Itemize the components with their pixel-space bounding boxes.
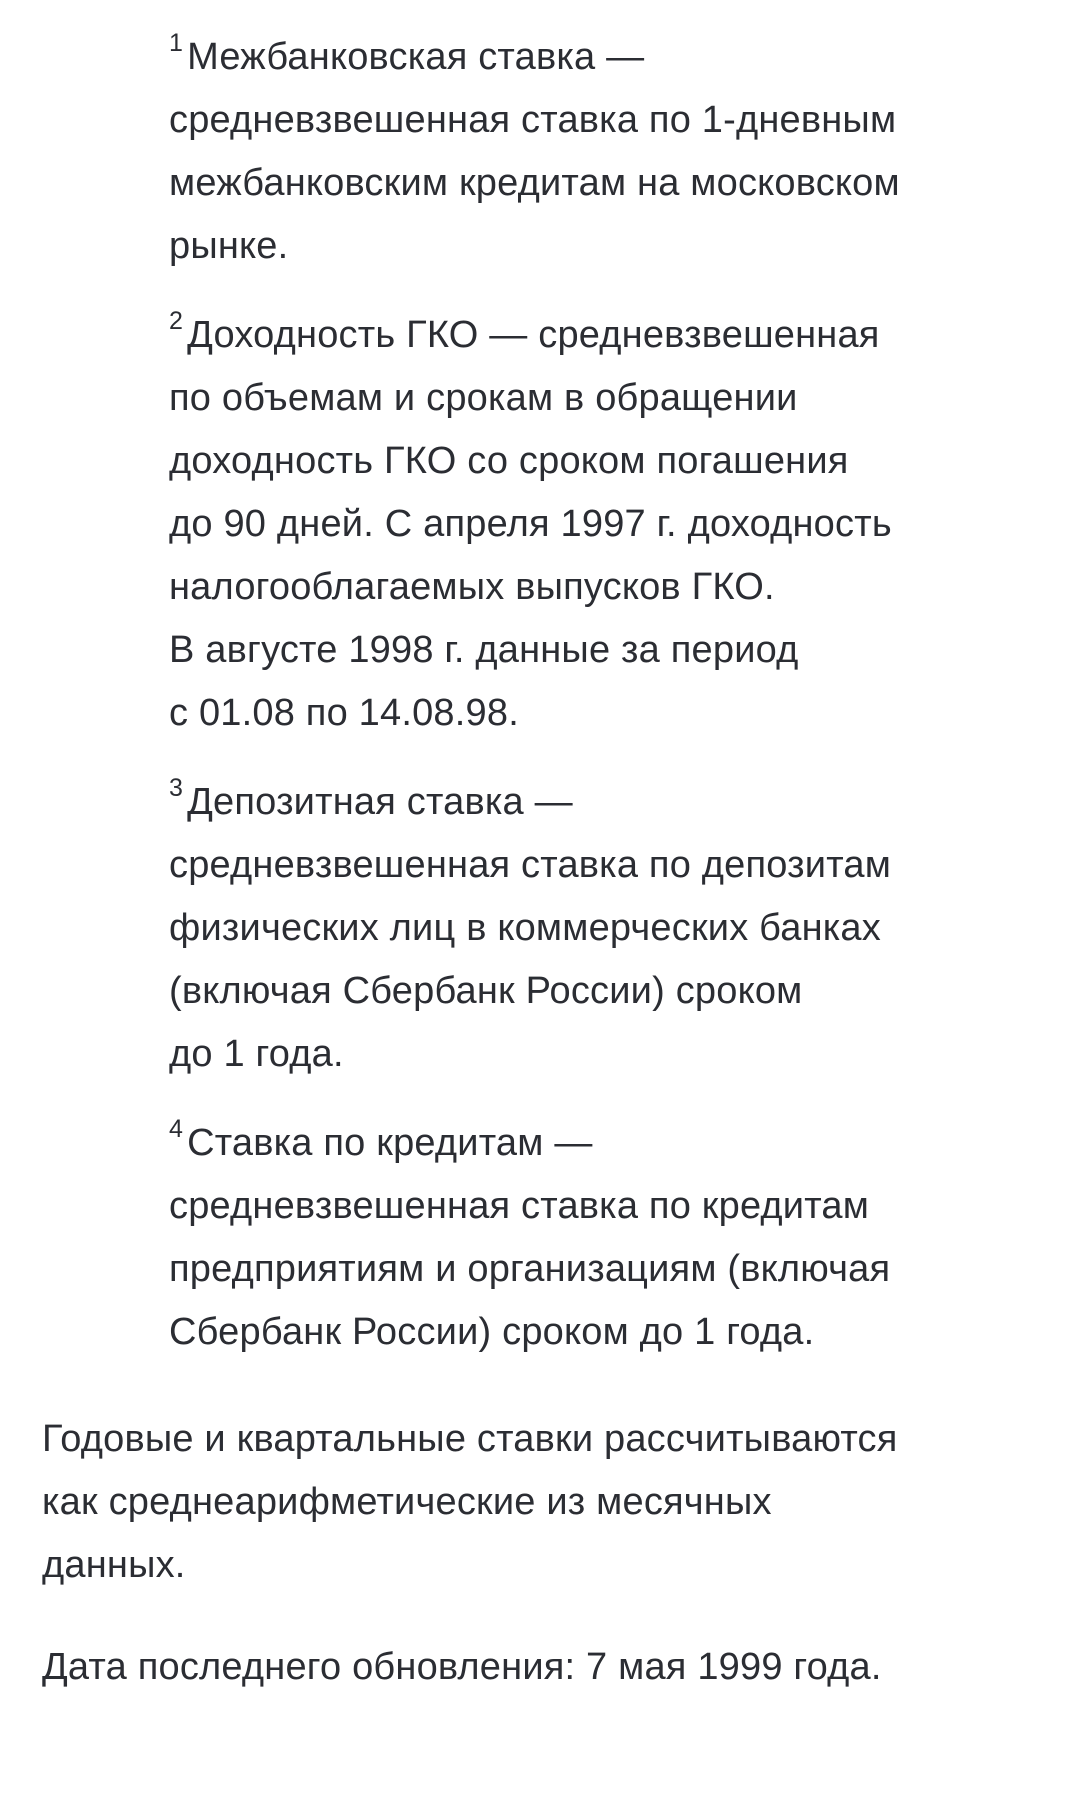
footnote-line: средневзвешенная ставка по депозитам (169, 844, 892, 886)
footnote-marker: 3 (169, 774, 184, 803)
footnote-marker: 2 (169, 307, 184, 336)
averages-note-line: данных. (42, 1544, 186, 1586)
footnote-3 (169, 771, 1049, 1086)
averages-note-line: Годовые и квартальные ставки рассчитываются (42, 1418, 898, 1460)
footnote-line: Ставка по кредитам — (187, 1122, 593, 1164)
footnote-line: физических лиц в коммерческих банках (169, 907, 881, 949)
footnotes-list (169, 26, 1049, 1390)
footnote-line: до 1 года. (169, 1033, 344, 1075)
averages-note-line: как среднеарифметические из месячных (42, 1481, 772, 1523)
footnote-line: рынке. (169, 225, 289, 267)
footnote-line: В августе 1998 г. данные за период (169, 629, 799, 671)
footnote-line: (включая Сбербанк России) сроком (169, 970, 803, 1012)
footnote-line: Доходность ГКО — средневзвешенная (187, 314, 880, 356)
footnote-line: средневзвешенная ставка по кредитам (169, 1185, 870, 1227)
footnote-line: межбанковским кредитам на московском (169, 162, 900, 204)
footnote-line: Депозитная ставка — (187, 781, 573, 823)
footnote-line: налогооблагаемых выпусков ГКО. (169, 566, 775, 608)
footnote-4 (169, 1112, 1049, 1364)
footnote-line: по объемам и срокам в обращении (169, 377, 798, 419)
footnote-marker: 1 (169, 29, 184, 58)
footnote-line: Межбанковская ставка — (187, 36, 645, 78)
footnote-line: с 01.08 по 14.08.98. (169, 692, 519, 734)
footnote-line: предприятиям и организациям (включая (169, 1248, 891, 1290)
footnote-marker: 4 (169, 1115, 184, 1144)
footnote-1 (169, 26, 1049, 278)
footnote-line: Сбербанк России) сроком до 1 года. (169, 1311, 815, 1353)
footnote-line: средневзвешенная ставка по 1-дневным (169, 99, 897, 141)
footnote-2 (169, 304, 1049, 745)
footnote-line: доходность ГКО со сроком погашения (169, 440, 849, 482)
last-update-date: Дата последнего обновления: 7 мая 1999 года. (42, 1646, 882, 1688)
averages-note (42, 1408, 1042, 1597)
footnote-line: до 90 дней. С апреля 1997 г. доходность (169, 503, 892, 545)
